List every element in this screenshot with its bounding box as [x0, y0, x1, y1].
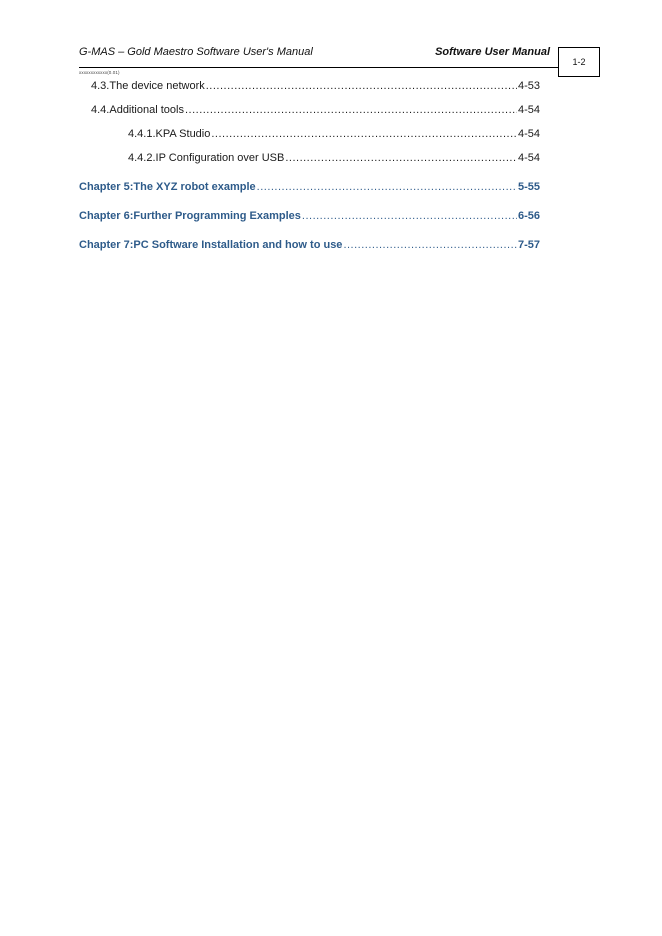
page-number-box	[558, 47, 600, 77]
toc-chapter-number: Chapter 7:	[79, 239, 134, 251]
toc-chapter-7[interactable]	[79, 239, 540, 251]
page-number: 1-2	[572, 57, 586, 67]
toc-leader-dots	[302, 210, 517, 222]
toc-entry-title: KPA Studio	[155, 128, 211, 140]
toc-entry-4-4[interactable]	[91, 104, 540, 116]
toc-entry-page: 4-54	[517, 152, 540, 164]
toc-chapter-title: PC Software Installation and how to use	[133, 239, 343, 251]
toc-chapter-page: 6-56	[517, 210, 540, 222]
toc-chapter-number: Chapter 5:	[79, 181, 134, 193]
toc-entry-title: The device network	[109, 80, 205, 92]
toc-entry-page: 4-54	[517, 104, 540, 116]
toc-entry-number: 4.4.2.	[128, 152, 156, 164]
document-title: G-MAS – Gold Maestro Software User's Manual	[79, 46, 313, 58]
manual-type-title: Software User Manual	[435, 46, 550, 58]
toc-entry-title: IP Configuration over USB	[155, 152, 285, 164]
toc-entry-4-4-1[interactable]	[128, 128, 540, 140]
toc-chapter-5[interactable]	[79, 181, 540, 193]
toc-entry-number: 4.4.1.	[128, 128, 156, 140]
toc-entry-number: 4.4.	[91, 104, 110, 116]
toc-chapter-page: 5-55	[517, 181, 540, 193]
header-divider	[79, 67, 559, 68]
toc-chapter-title: The XYZ robot example	[133, 181, 256, 193]
toc-chapter-6[interactable]	[79, 210, 540, 222]
toc-leader-dots	[185, 104, 517, 116]
toc-entry-4-4-2[interactable]	[128, 152, 540, 164]
toc-leader-dots	[257, 181, 517, 193]
toc-entry-title: Additional tools	[109, 104, 184, 116]
toc-entry-page: 4-54	[517, 128, 540, 140]
toc-entry-page: 4-53	[517, 80, 540, 92]
toc-chapter-title: Further Programming Examples	[133, 210, 301, 222]
toc-leader-dots	[206, 80, 517, 92]
toc-entry-4-3[interactable]	[91, 80, 540, 92]
toc-chapter-number: Chapter 6:	[79, 210, 134, 222]
document-code: xxxxxxxxxxxx(0.01)	[79, 70, 120, 75]
toc-leader-dots	[285, 152, 517, 164]
toc-chapter-page: 7-57	[517, 239, 540, 251]
toc-entry-number: 4.3.	[91, 80, 110, 92]
toc-leader-dots	[343, 239, 517, 251]
toc-leader-dots	[211, 128, 517, 140]
